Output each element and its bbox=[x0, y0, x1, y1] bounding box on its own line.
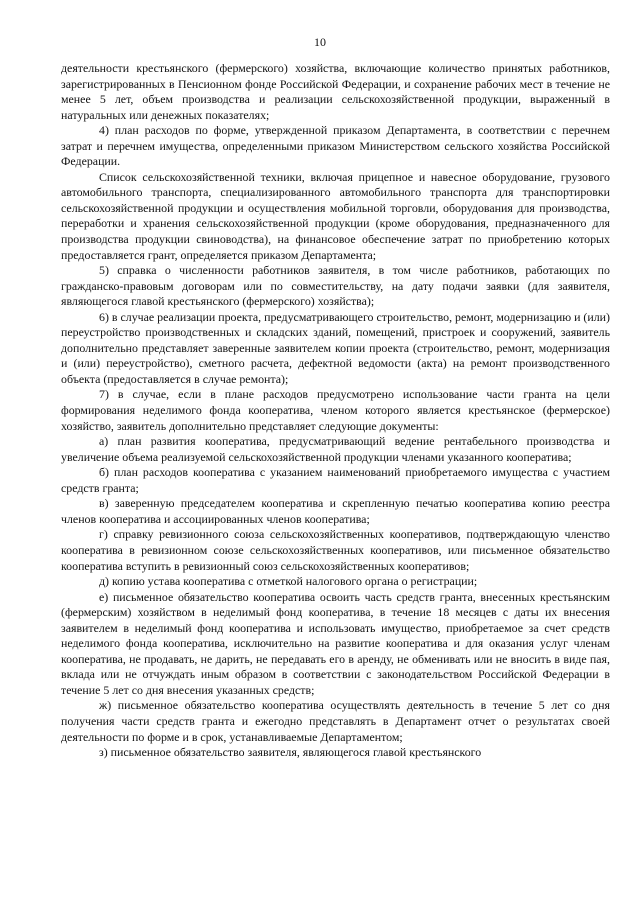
paragraph-subitem-e: е) письменное обязательство кооператива освоить часть средств гранта, внесенных крестьянским (фермерским) хозяйством в неделимый фонд кооператива, в течение 18 месяцев с даты их внесения заявителем в неделимый фонд кооператива и использовать имущество, приобретаемое за счет средств неделимого фонда кооператива, исключительно на развитие кооператива и для оказания услуг членам кооператива, не продавать, не дарить, не передавать его в аренду, не обменивать или не вносить в виде пая, вклада или не отчуждать иным образом в соответствии с законодательством Российской Федерации в течение 5 лет со дня внесения указанных средств; bbox=[61, 589, 610, 697]
paragraph-subitem-g: г) справку ревизионного союза сельскохозяйственных кооперативов, подтверждающую членство кооператива в ревизионном союзе сельскохозяйственных кооперативов, или письменное обязательство кооператива вступить в ревизионный союз сельскохозяйственных кооперативов; bbox=[61, 527, 610, 573]
paragraph-continuation: деятельности крестьянского (фермерского) хозяйства, включающие количество принятых работников, зарегистрированных в Пенсионном фонде Российской Федерации, и сохранение рабочих мест в течение не менее 5 лет, объем производства и реализации сельскохозяйственной продукции, выраженный в натуральных или денежных показателях; bbox=[61, 61, 610, 122]
paragraph-subitem-v: в) заверенную председателем кооператива и скрепленную печатью кооператива копию реестра членов кооператива и ассоциированных членов кооператива; bbox=[61, 496, 610, 526]
paragraph-item-6: 6) в случае реализации проекта, предусматривающего строительство, ремонт, модернизацию и (или) переустройство производственных и складских зданий, помещений, пристроек и сооружений, заявитель дополнительно представляет заверенные заявителем копии проекта (строительство, ремонт, модернизация и (или) переустройство), сметного расчета, дефектной ведомости (акта) на ремонт производственного объекта (предоставляется в случае ремонта); bbox=[61, 309, 610, 386]
paragraph-item-5: 5) справка о численности работников заявителя, в том числе работников, работающих по гражданско-правовым договорам или по совместительству, на дату подачи заявки (для заявителя, являющегося главой крестьянского (фермерского) хозяйства); bbox=[61, 263, 610, 309]
paragraph-subitem-b: б) план расходов кооператива с указанием наименований приобретаемого имущества с участием средств гранта; bbox=[61, 465, 610, 495]
document-body bbox=[61, 61, 610, 761]
paragraph-subitem-zh: ж) письменное обязательство кооператива осуществлять деятельность в течение 5 лет со дня получения части средств гранта и ежегодно представлять в Департамент отчет о результатах своей деятельности по форме и в срок, устанавливаемые Департаментом; bbox=[61, 698, 610, 744]
paragraph-subitem-a: а) план развития кооператива, предусматривающий ведение рентабельного производства и увеличение объема реализуемой сельскохозяйственной продукции членами указанного кооператива; bbox=[61, 434, 610, 464]
paragraph-item-4: 4) план расходов по форме, утвержденной приказом Департамента, в соответствии с перечнем затрат и перечнем имущества, определенными приказом Министерством сельского хозяйства Российской Федерации. bbox=[61, 123, 610, 169]
paragraph-item-7: 7) в случае, если в плане расходов предусмотрено использование части гранта на цели формирования неделимого фонда кооператива, членом которого является крестьянское (фермерское) хозяйство, заявитель дополнительно представляет следующие документы: bbox=[61, 387, 610, 433]
paragraph-subitem-d: д) копию устава кооператива с отметкой налогового органа о регистрации; bbox=[99, 574, 478, 589]
page-number: 10 bbox=[314, 35, 326, 49]
paragraph-equipment-list: Список сельскохозяйственной техники, включая прицепное и навесное оборудование, грузового автомобильного транспорта, специализированного автомобильного транспорта для транспортировки сельскохозяйственной продукции и осуществления мобильной торговли, оборудования для производства, переработки и хранения сельскохозяйственной продукции (кроме оборудования, предназначенного для производства продукции свиноводства), на финансовое обеспечение затрат по приобретению которых предоставляется грант, определяется приказом Департамента; bbox=[61, 169, 610, 262]
paragraph-subitem-z: з) письменное обязательство заявителя, являющегося главой крестьянского bbox=[99, 745, 482, 760]
